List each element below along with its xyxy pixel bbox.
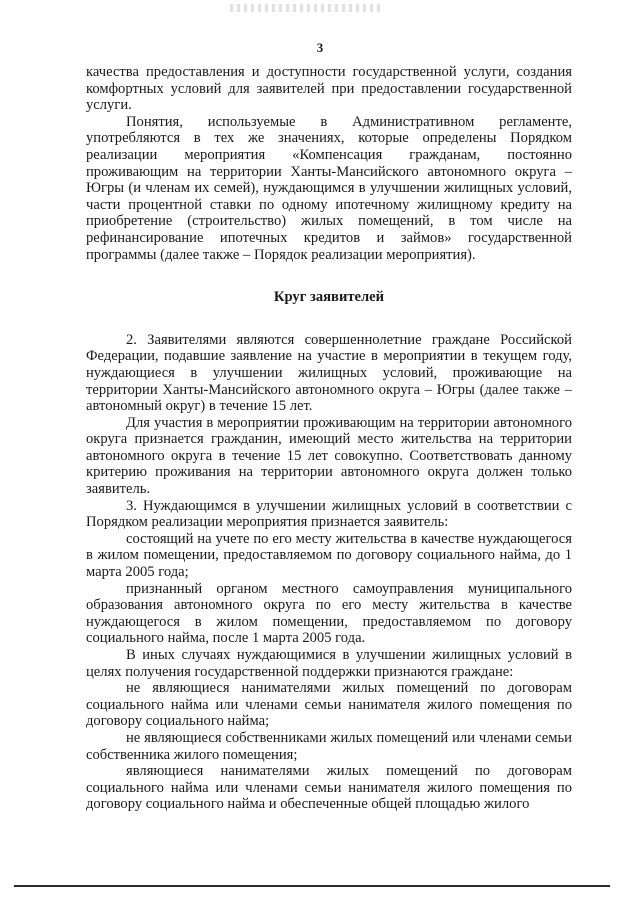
paragraph: не являющиеся нанимателями жилых помещений по договорам социального найма или членами семьи нанимателя жилого помещения по договору социального найма; xyxy=(86,680,572,730)
paragraph: 3. Нуждающимся в улучшении жилищных условий в соответствии с Порядком реализации мероприятия признается заявитель: xyxy=(86,497,572,531)
paragraph: Для участия в мероприятии проживающим на территории автономного округа признается гражданин, имеющий место жительства на территории автономного округа в течение 15 лет совокупно. Соответствовать данному критерию проживания на территории автономного округа должен только заявитель. xyxy=(86,414,572,498)
paragraph: являющиеся нанимателями жилых помещений по договорам социального найма или членами семьи нанимателя жилого помещения по договору социального найма и обеспеченные общей площадью жилого xyxy=(86,763,572,813)
page-number: 3 xyxy=(316,40,324,55)
paragraph: признанный органом местного самоуправления муниципального образования автономного округа по его месту жительства в качестве нуждающегося в жилом помещении, предоставляемом по договору социального найма, после 1 марта 2005 года. xyxy=(86,580,572,647)
section-heading: Круг заявителей xyxy=(273,289,385,306)
scan-artifact xyxy=(230,4,380,12)
scan-border-line xyxy=(14,885,610,887)
paragraph: 2. Заявителями являются совершеннолетние граждане Российской Федерации, подавшие заявление на участие в мероприятии в текущем году, нуждающиеся в улучшении жилищных условий, проживающие на территории Ханты-Мансийского автономного округа – Югры (далее также – автономный округ) в течение 15 лет. xyxy=(86,331,572,415)
paragraph: Понятия, используемые в Административном регламенте, употребляются в тех же значениях, которые определены Порядком реализации мероприятия «Компенсация гражданам, постоянно проживающим на территории Ханты-Мансийского автономного округа – Югры (и членам их семей), нуждающимся в улучшении жилищных условий, части процентной ставки по одному ипотечному жилищному кредиту на приобретение (строительство) жилых помещений, в том числе на рефинансирование ипотечных кредитов и займов» государственной программы (далее также – Порядок реализации мероприятия). xyxy=(86,113,572,263)
paragraph: состоящий на учете по его месту жительства в качестве нуждающегося в жилом помещении, предоставляемом по договору социального найма, до 1 марта 2005 года; xyxy=(86,530,572,581)
paragraph: качества предоставления и доступности государственной услуги, создания комфортных условий для заявителей при предоставлении государственной услуги. xyxy=(86,64,572,114)
document-body xyxy=(86,64,572,813)
paragraph: В иных случаях нуждающимися в улучшении жилищных условий в целях получения государственной поддержки признаются граждане: xyxy=(86,647,572,680)
paragraph: не являющиеся собственниками жилых помещений или членами семьи собственника жилого помещения; xyxy=(86,729,572,763)
